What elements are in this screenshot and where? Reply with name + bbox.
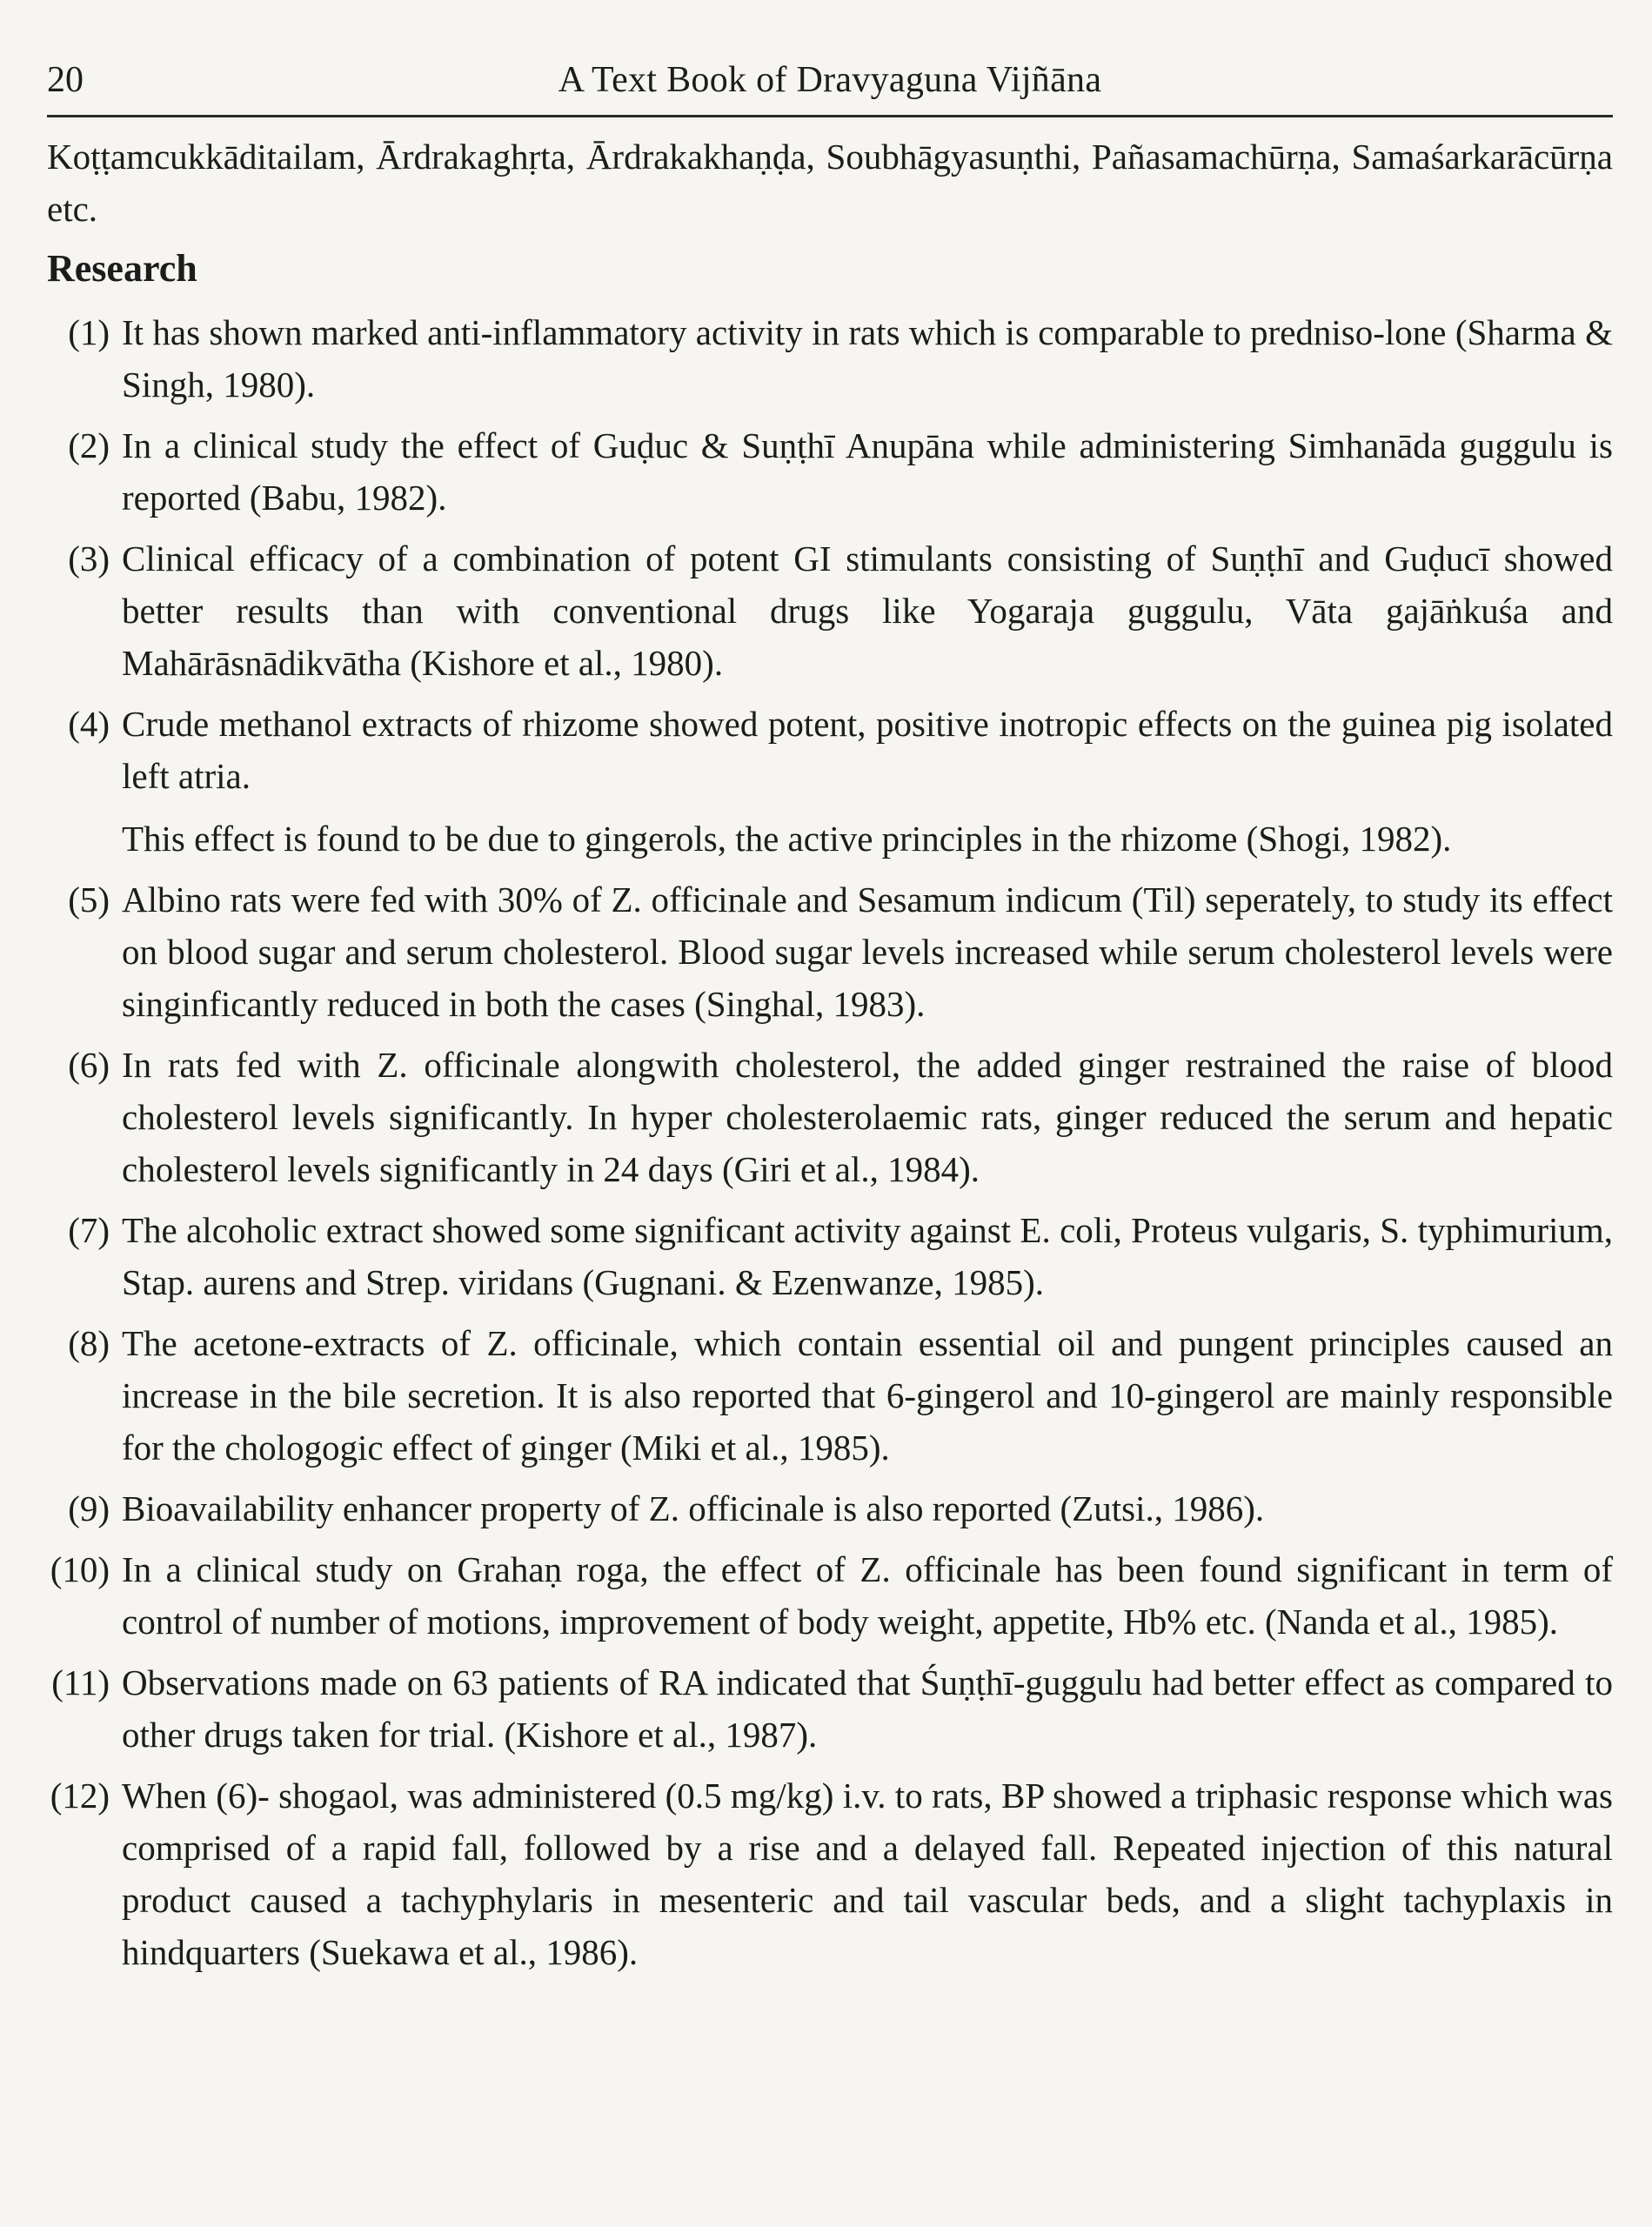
research-item-12	[47, 1769, 1613, 1978]
item-body	[122, 419, 1613, 524]
item-text: Crude methanol extracts of rhizome showed potent, positive inotropic effects on the guinea pig isolated left atria.	[122, 704, 1613, 796]
item-text: When (6)- shogaol, was administered (0.5 mg/kg) i.v. to rats, BP showed a triphasic response which was comprised of a rapid fall, followed by a rise and a delayed fall. Repeated injection of this natural product caused a tachyphylaris in mesenteric and tail vascular beds, and a slight tachyplaxis in hindquarters (Suekawa et al., 1986).	[122, 1776, 1613, 1972]
item-number: (6)	[68, 1045, 110, 1085]
item-text: Observations made on 63 patients of RA indicated that Śuṇṭhī-guggulu had better effect as compared to other drugs taken for trial. (Kishore et al., 1987).	[122, 1662, 1613, 1755]
item-subparagraph: This effect is found to be due to gingerols, the active principles in the rhizome (Shogi, 1982).	[122, 819, 1452, 859]
research-item-10	[47, 1543, 1613, 1648]
item-number: (7)	[68, 1210, 110, 1250]
intro-paragraph: Koṭṭamcukkāditailam, Ārdrakaghṛta, Ārdrakakhaṇḍa, Soubhāgyasuṇthi, Pañasamachūrṇa, Samaśarkarācūrṇa etc.	[47, 137, 1613, 229]
item-number: (8)	[68, 1323, 110, 1363]
body-text	[47, 130, 1613, 1987]
item-number: (2)	[68, 425, 110, 465]
research-list	[47, 306, 1613, 1978]
item-number: (12)	[50, 1776, 110, 1816]
book-page	[47, 0, 1613, 2227]
item-body	[122, 1656, 1613, 1761]
item-text: Clinical efficacy of a combination of potent GI stimulants consisting of Suṇṭhī and Guḍucī showed better results than with conventional drugs like Yogaraja guggulu, Vāta gajāṅkuśa and Mahārāsnādikvātha (Kishore et al., 1980).	[122, 538, 1613, 683]
page-number: 20	[47, 60, 84, 100]
item-text: In a clinical study the effect of Guḍuc & Suṇṭhī Anupāna while administering Simhanāda guggulu is reported (Babu, 1982).	[122, 425, 1613, 518]
item-text: The alcoholic extract showed some significant activity against E. coli, Proteus vulgaris, S. typhimurium, Stap. aurens and Strep. viridans (Gugnani. & Ezenwanze, 1985).	[122, 1210, 1613, 1302]
item-number: (10)	[50, 1549, 110, 1589]
item-text: In rats fed with Z. officinale alongwith cholesterol, the added ginger restrained the raise of blood cholesterol levels significantly. In hyper cholesterolaemic rats, ginger reduced the serum and hepatic cholesterol levels significantly in 24 days (Giri et al., 1984).	[122, 1045, 1613, 1189]
item-number: (9)	[68, 1488, 110, 1528]
item-body	[122, 698, 1613, 865]
item-body	[122, 1482, 1613, 1535]
research-item-2	[47, 419, 1613, 524]
item-body	[122, 532, 1613, 689]
item-number: (4)	[68, 704, 110, 744]
item-text: Albino rats were fed with 30% of Z. officinale and Sesamum indicum (Til) seperately, to study its effect on blood sugar and serum cholesterol. Blood sugar levels increased while serum cholesterol levels were singinficantly reduced in both the cases (Singhal, 1983).	[122, 879, 1613, 1024]
research-item-1	[47, 306, 1613, 411]
research-item-9	[47, 1482, 1613, 1535]
research-item-7	[47, 1204, 1613, 1308]
item-number: (3)	[68, 538, 110, 578]
item-text: It has shown marked anti-inflammatory activity in rats which is comparable to predniso-lone (Sharma & Singh, 1980).	[122, 312, 1613, 405]
research-item-6	[47, 1039, 1613, 1195]
item-text: The acetone-extracts of Z. officinale, which contain essential oil and pungent principles caused an increase in the bile secretion. It is also reported that 6-gingerol and 10-gingerol are mainly responsible for the chologogic effect of ginger (Miki et al., 1985).	[122, 1323, 1613, 1468]
item-body	[122, 1039, 1613, 1195]
running-head	[47, 54, 1613, 117]
research-item-11	[47, 1656, 1613, 1761]
item-number: (1)	[68, 312, 110, 352]
item-body	[122, 1317, 1613, 1474]
item-body	[122, 1543, 1613, 1648]
item-body	[122, 1204, 1613, 1308]
item-body	[122, 873, 1613, 1030]
research-item-8	[47, 1317, 1613, 1474]
research-item-4	[47, 698, 1613, 865]
item-body	[122, 1769, 1613, 1978]
research-item-3	[47, 532, 1613, 689]
item-number: (11)	[51, 1662, 110, 1702]
item-text: Bioavailability enhancer property of Z. officinale is also reported (Zutsi., 1986).	[122, 1488, 1265, 1528]
section-heading: Research	[47, 247, 197, 290]
item-text: In a clinical study on Grahaṇ roga, the effect of Z. officinale has been found significant in term of control of number of motions, improvement of body weight, appetite, Hb% etc. (Nanda et al., 1985).	[122, 1549, 1613, 1642]
item-number: (5)	[68, 879, 110, 920]
item-body	[122, 306, 1613, 411]
book-title: A Text Book of Dravyaguna Vijñāna	[558, 60, 1102, 100]
research-item-5	[47, 873, 1613, 1030]
